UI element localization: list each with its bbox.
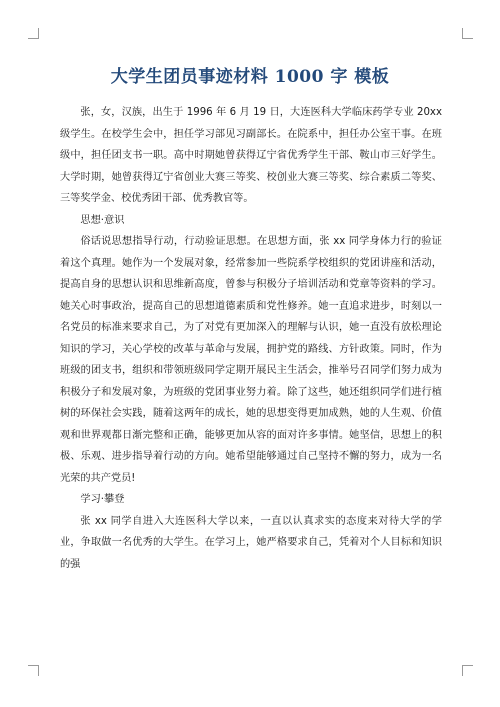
crop-mark-top-right (462, 28, 473, 39)
paragraph-intro: 张，女，汉族，出生于 1996 年 6 月 19 日，大连医科大学临床药学专业 20xx 级学生。在校学生会中，担任学习部见习副部长。在院系中，担任办公室干事。在班级中，担任团支书一职。高中时期她曾获得辽宁省优秀学生干部、鞍山市三好学生。大学时期，她曾获得辽宁省创业大赛三等奖、校创业大赛三等奖、综合素质二等奖、三等奖学金、校优秀团干部、优秀教官等。 (60, 107, 442, 204)
crop-mark-top-left (28, 28, 39, 39)
document-title: 大学生团员事迹材料 1000 字 模板 (110, 67, 390, 87)
section-heading-thought: 思想·意识 (80, 214, 125, 226)
crop-mark-bottom-right (462, 665, 473, 676)
paragraph-thought: 俗话说思想指导行动，行动验证思想。在思想方面，张 xx 同学身体力行的验证着这个真理。她作为一个发展对象，经常参加一些院系学校组织的党团讲座和活动，提高自身的思想认识和思维新高度，曾参与积极分子培训活动和党章等资料的学习。她关心时事政治，提高自己的思想道德素质和党性修养。她一直追求进步，时刻以一名党员的标准来要求自己，为了对党有更加深入的理解与认识，她一直没有放松理论知识的学习，关心学校的改革与革命与发展，拥护党的路线、方针政策。同时，作为班级的团支书，组织和带领班级同学定期开展民主生活会，推举号召同学们努力成为积极分子和发展对象，为班级的党团事业努力着。除了这些，她还组织同学们进行植树的环保社会实践，随着这两年的成长，她的思想变得更加成熟，她的人生观、价值观和世界观都日渐完整和正确，能够更加从容的面对许多事情。她坚信，思想上的积极、乐观、进步指导着行动的方向。她希望能够通过自己坚持不懈的努力，成为一名光荣的共产党员! (60, 236, 442, 484)
paragraph-study: 张 xx 同学自进入大连医科大学以来，一直以认真求实的态度来对待大学的学业，争取做一名优秀的大学生。在学习上，她严格要求自己，凭着对个人目标和知识的强 (60, 515, 442, 570)
document-body (60, 102, 442, 575)
section-heading-study: 学习·攀登 (80, 494, 125, 505)
crop-mark-bottom-left (28, 665, 39, 676)
